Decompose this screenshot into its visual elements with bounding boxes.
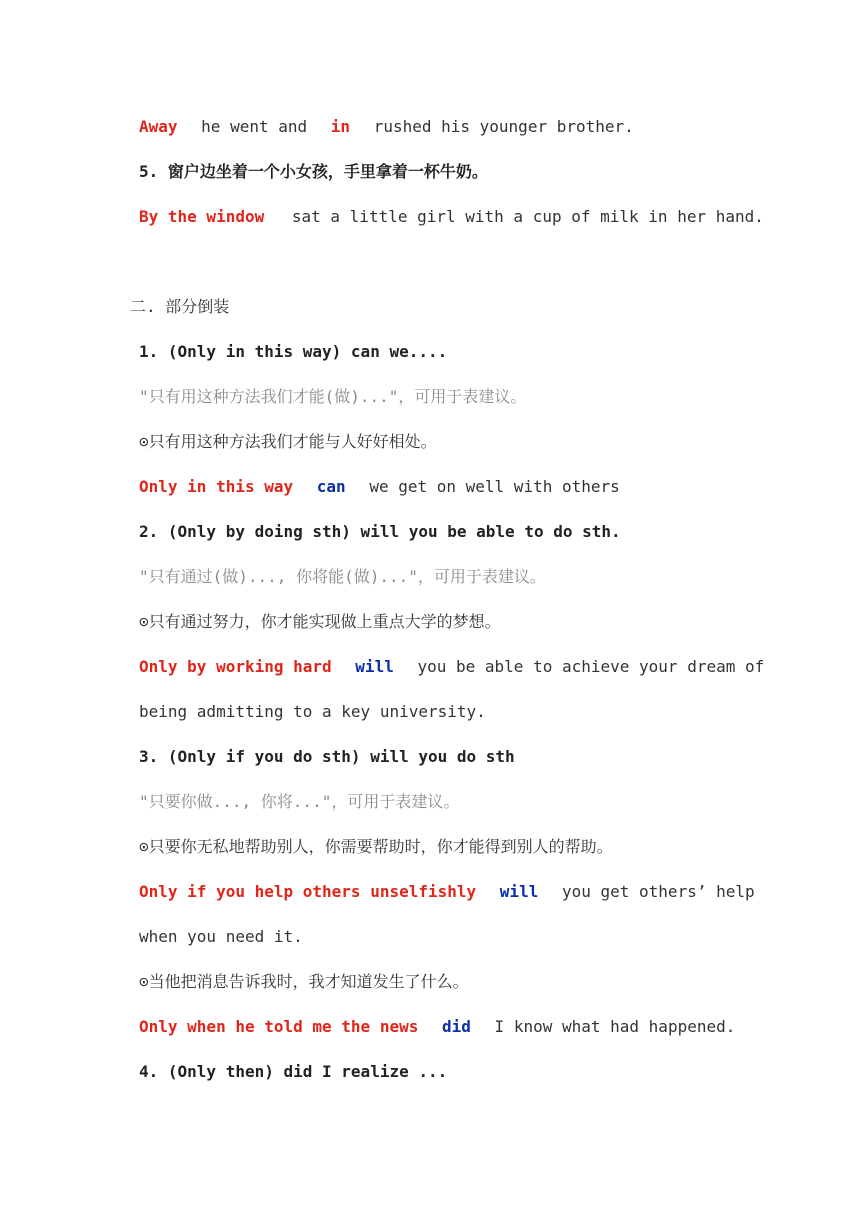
highlight-in: in	[330, 117, 351, 136]
highlight-can: can	[316, 477, 346, 496]
item-3-note: "只要你做..., 你将..."，可用于表建议。	[139, 792, 460, 811]
highlight-did: did	[442, 1017, 471, 1036]
text-get-help: you get others’ help	[561, 882, 755, 901]
example-line-window	[139, 206, 764, 228]
item-2-english-example	[139, 656, 764, 678]
item-3-english-example	[139, 881, 755, 903]
item-1-note: "只有用这种方法我们才能(做)..."，可用于表建议。	[139, 387, 527, 406]
item-2-chinese-example: ⊙只有通过努力，你才能实现做上重点大学的梦想。	[139, 612, 501, 631]
item-4-title: 4. (Only then) did I realize ...	[139, 1062, 448, 1081]
item-3-title: 3. (Only if you do sth) will you do sth	[139, 747, 515, 766]
highlight-only-in-this-way: Only in this way	[139, 477, 294, 496]
text-he-went-and: he went and	[201, 117, 308, 136]
highlight-away: Away	[139, 117, 178, 136]
item-2-english-continuation: being admitting to a key university.	[139, 702, 486, 721]
item-1-title: 1. (Only in this way) can we....	[139, 342, 448, 361]
highlight-by-the-window: By the window	[139, 207, 265, 226]
example-line-away	[139, 116, 634, 138]
section-heading: 二. 部分倒装	[130, 297, 230, 316]
text-get-on-well: we get on well with others	[369, 477, 620, 496]
item-5-chinese: 5. 窗户边坐着一个小女孩，手里拿着一杯牛奶。	[139, 162, 488, 181]
item-1-english-example	[139, 476, 620, 498]
highlight-only-by-working-hard: Only by working hard	[139, 657, 332, 676]
item-1-chinese-example: ⊙只有用这种方法我们才能与人好好相处。	[139, 432, 437, 451]
highlight-will-2: will	[499, 882, 539, 901]
highlight-only-if-help: Only if you help others unselfishly	[139, 882, 477, 901]
highlight-only-when-news: Only when he told me the news	[139, 1017, 419, 1036]
item-3-english-continuation: when you need it.	[139, 927, 303, 946]
text-rushed-brother: rushed his younger brother.	[373, 117, 634, 136]
item-2-title: 2. (Only by doing sth) will you be able to do sth.	[139, 522, 621, 541]
item-3-english-example-2	[139, 1016, 735, 1038]
text-know-happened: I know what had happened.	[494, 1017, 736, 1036]
text-sat-girl: sat a little girl with a cup of milk in her hand.	[291, 207, 764, 226]
item-3-chinese-example: ⊙只要你无私地帮助别人，你需要帮助时，你才能得到别人的帮助。	[139, 837, 613, 856]
item-3-chinese-example-2: ⊙当他把消息告诉我时，我才知道发生了什么。	[139, 972, 469, 991]
highlight-will: will	[355, 657, 394, 676]
item-2-note: "只有通过(做)..., 你将能(做)..."，可用于表建议。	[139, 567, 546, 586]
text-be-able: you be able to achieve your dream of	[417, 657, 765, 676]
